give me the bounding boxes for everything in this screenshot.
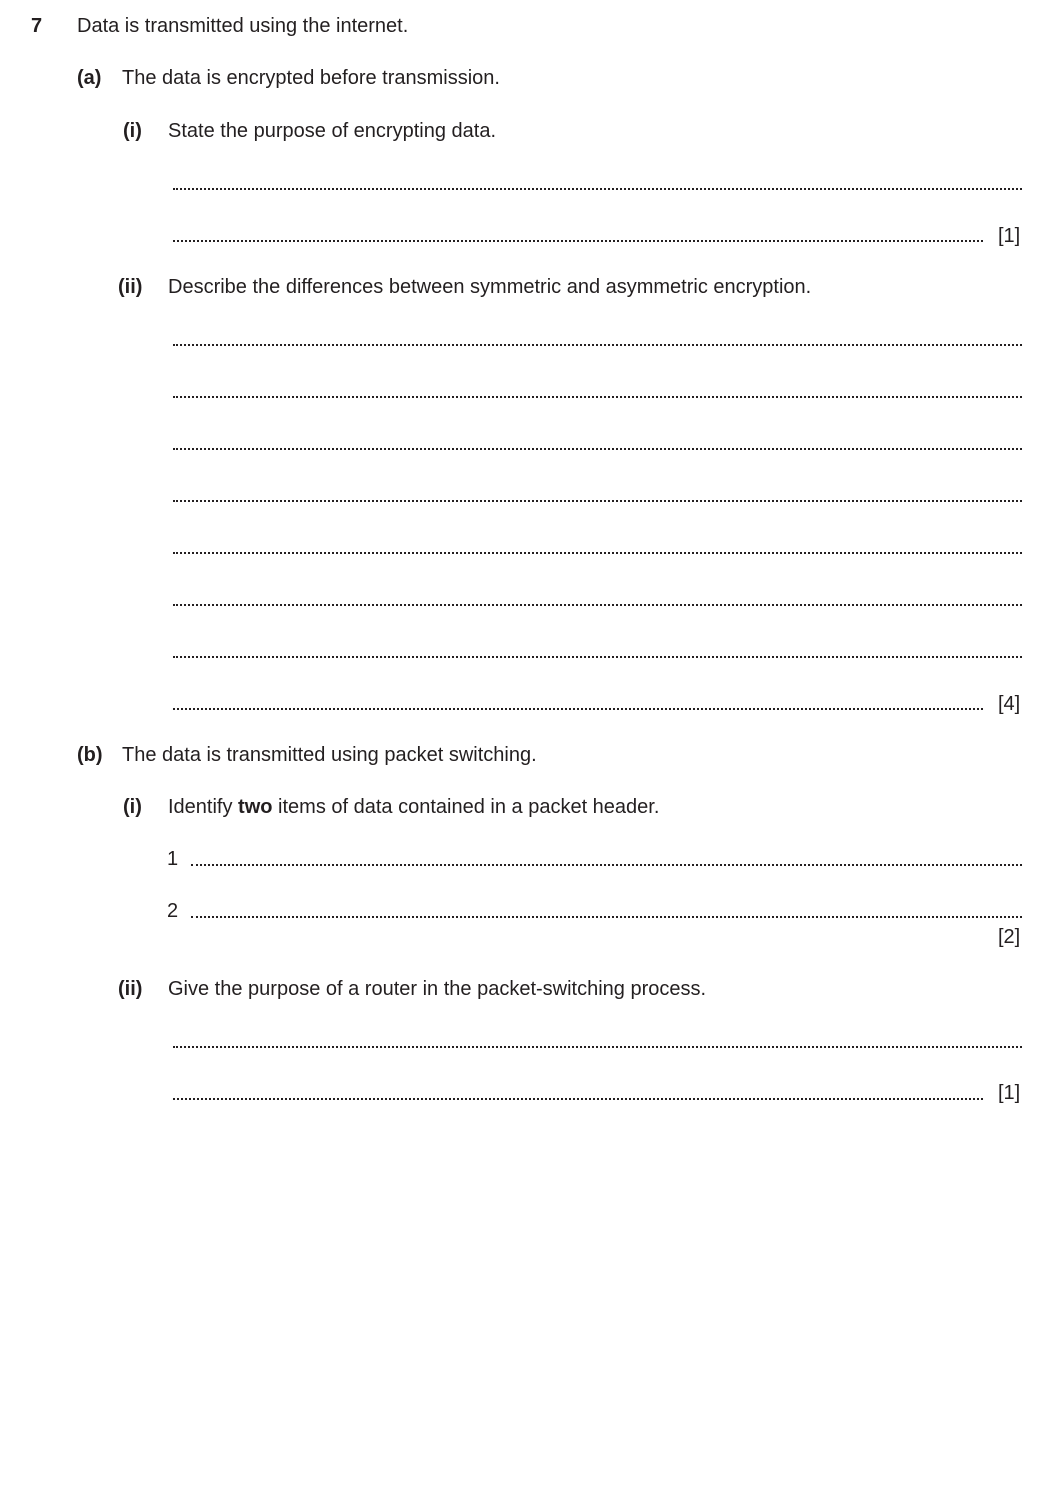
answer-line[interactable] <box>173 552 1022 554</box>
answer-line[interactable] <box>173 188 1022 190</box>
item-number-1: 1 <box>167 848 179 870</box>
answer-line[interactable] <box>173 1046 1022 1048</box>
answer-line[interactable] <box>173 708 983 710</box>
marks-label: [1] <box>998 225 1021 247</box>
answer-line[interactable] <box>173 344 1022 346</box>
part-a-i-label: (i) <box>123 120 142 142</box>
question-stem: Data is transmitted using the internet. <box>77 15 409 37</box>
marks-label: [4] <box>998 693 1021 715</box>
answer-line[interactable] <box>173 604 1022 606</box>
part-a-ii-label: (ii) <box>118 276 143 298</box>
part-b-i-label: (i) <box>123 796 142 818</box>
part-b-ii-label: (ii) <box>118 978 143 1000</box>
part-b-ii-text: Give the purpose of a router in the packet-switching process. <box>168 978 707 1000</box>
part-b-label: (b) <box>77 744 103 766</box>
marks-label: [2] <box>998 926 1021 948</box>
answer-line[interactable] <box>191 916 1022 918</box>
answer-line[interactable] <box>173 240 983 242</box>
prompt-text-start: Identify <box>168 796 239 818</box>
part-a-i-text: State the purpose of encrypting data. <box>168 120 496 142</box>
answer-line[interactable] <box>173 500 1022 502</box>
part-b-i-text <box>168 796 659 819</box>
prompt-emphasis: two <box>238 796 273 818</box>
part-a-ii-text: Describe the differences between symmetric and asymmetric encryption. <box>168 276 812 298</box>
part-b-text: The data is transmitted using packet switching. <box>122 744 537 766</box>
marks-label: [1] <box>998 1082 1021 1104</box>
answer-line[interactable] <box>173 1098 983 1100</box>
prompt-text-end: items of data contained in a packet header. <box>272 796 660 818</box>
answer-line[interactable] <box>173 448 1022 450</box>
answer-line[interactable] <box>191 864 1022 866</box>
question-number: 7 <box>31 15 43 37</box>
answer-line[interactable] <box>173 396 1022 398</box>
part-a-text: The data is encrypted before transmission. <box>122 67 500 89</box>
answer-line[interactable] <box>173 656 1022 658</box>
part-a-label: (a) <box>77 67 102 89</box>
item-number-2: 2 <box>167 900 179 922</box>
